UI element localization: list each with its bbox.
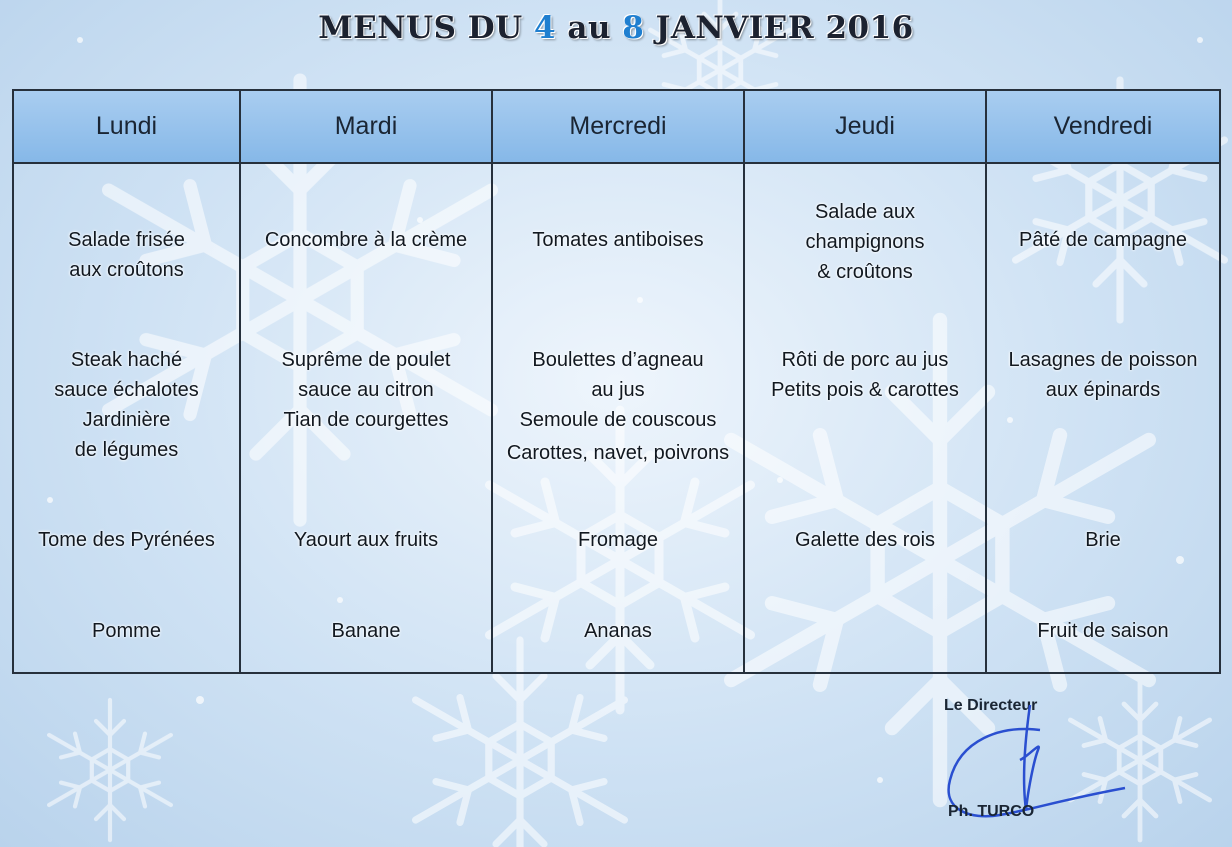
day-header: Mercredi bbox=[493, 91, 743, 164]
dish-line: Tome des Pyrénées bbox=[38, 529, 215, 551]
cheese bbox=[493, 525, 743, 555]
signature-name: Ph. TURCO bbox=[948, 803, 1035, 820]
dish-line: au jus bbox=[591, 379, 645, 401]
dish-line: Suprême de poulet bbox=[281, 349, 451, 371]
dish-line: Yaourt aux fruits bbox=[293, 529, 439, 551]
dessert bbox=[14, 616, 239, 646]
dessert bbox=[241, 616, 491, 646]
main-course bbox=[493, 345, 743, 435]
dish-line: champignons bbox=[805, 231, 925, 253]
starter bbox=[987, 225, 1219, 255]
day-column-vendredi bbox=[987, 91, 1219, 672]
cheese bbox=[14, 525, 239, 555]
signature-role: Le Directeur bbox=[944, 697, 1038, 714]
day-column-jeudi bbox=[745, 91, 987, 672]
dish-line: Ananas bbox=[584, 620, 652, 642]
dessert bbox=[493, 616, 743, 646]
dish-line: Salade frisée bbox=[68, 229, 185, 251]
dish-line: sauce échalotes bbox=[54, 379, 199, 401]
dish-line: Fruit de saison bbox=[1037, 620, 1169, 642]
main-course bbox=[987, 345, 1219, 405]
main-course-note: Carottes, navet, poivrons bbox=[506, 442, 730, 464]
cheese bbox=[745, 525, 985, 555]
cheese bbox=[987, 525, 1219, 555]
starter bbox=[745, 197, 985, 287]
dish-line: Steak haché bbox=[70, 349, 183, 371]
dish-line: Pâté de campagne bbox=[1019, 229, 1187, 251]
dish-line: Pomme bbox=[92, 620, 161, 642]
dish-line: Galette des rois bbox=[794, 529, 936, 551]
title-end-day: 8 bbox=[622, 10, 645, 46]
weekly-menu-table bbox=[12, 89, 1221, 674]
dish-line: Tian de courgettes bbox=[283, 409, 449, 431]
main-course bbox=[241, 345, 491, 435]
dish-line: Jardinière bbox=[82, 409, 171, 431]
dish-line: aux épinards bbox=[1045, 379, 1161, 401]
starter bbox=[14, 225, 239, 285]
dish-line: aux croûtons bbox=[69, 259, 184, 281]
day-header: Vendredi bbox=[987, 91, 1219, 164]
dish-line: Brie bbox=[1085, 529, 1121, 551]
starter bbox=[241, 225, 491, 255]
day-column-mardi bbox=[241, 91, 493, 672]
cheese bbox=[241, 525, 491, 555]
dish-line: Concombre à la crème bbox=[264, 229, 468, 251]
starter bbox=[493, 225, 743, 255]
dish-line: Lasagnes de poisson bbox=[1008, 349, 1198, 371]
dish-line: Rôti de porc au jus bbox=[781, 349, 949, 371]
dish-line: Salade aux bbox=[814, 201, 916, 223]
main-course bbox=[745, 345, 985, 405]
dish-line: & croûtons bbox=[817, 261, 913, 283]
dish-line: Banane bbox=[331, 620, 401, 642]
title-prefix: MENUS DU bbox=[318, 10, 523, 46]
dish-line: de légumes bbox=[74, 439, 179, 461]
dish-line: sauce au citron bbox=[298, 379, 434, 401]
day-header: Jeudi bbox=[745, 91, 985, 164]
dessert bbox=[987, 616, 1219, 646]
day-header: Lundi bbox=[14, 91, 239, 164]
title-start-day: 4 bbox=[533, 10, 557, 46]
dish-line: Fromage bbox=[577, 529, 659, 551]
title-month-year: JANVIER 2016 bbox=[655, 10, 914, 46]
day-column-lundi bbox=[14, 91, 241, 672]
day-column-mercredi bbox=[493, 91, 745, 672]
main-course bbox=[14, 345, 239, 465]
dish-line: Boulettes d’agneau bbox=[532, 349, 704, 371]
day-header: Mardi bbox=[241, 91, 491, 164]
dish-line: Tomates antiboises bbox=[532, 229, 704, 251]
dish-line: Semoule de couscous bbox=[519, 409, 717, 431]
dish-line: Petits pois & carottes bbox=[771, 379, 959, 401]
title-middle: au bbox=[567, 10, 611, 46]
menu-title bbox=[0, 10, 1232, 46]
